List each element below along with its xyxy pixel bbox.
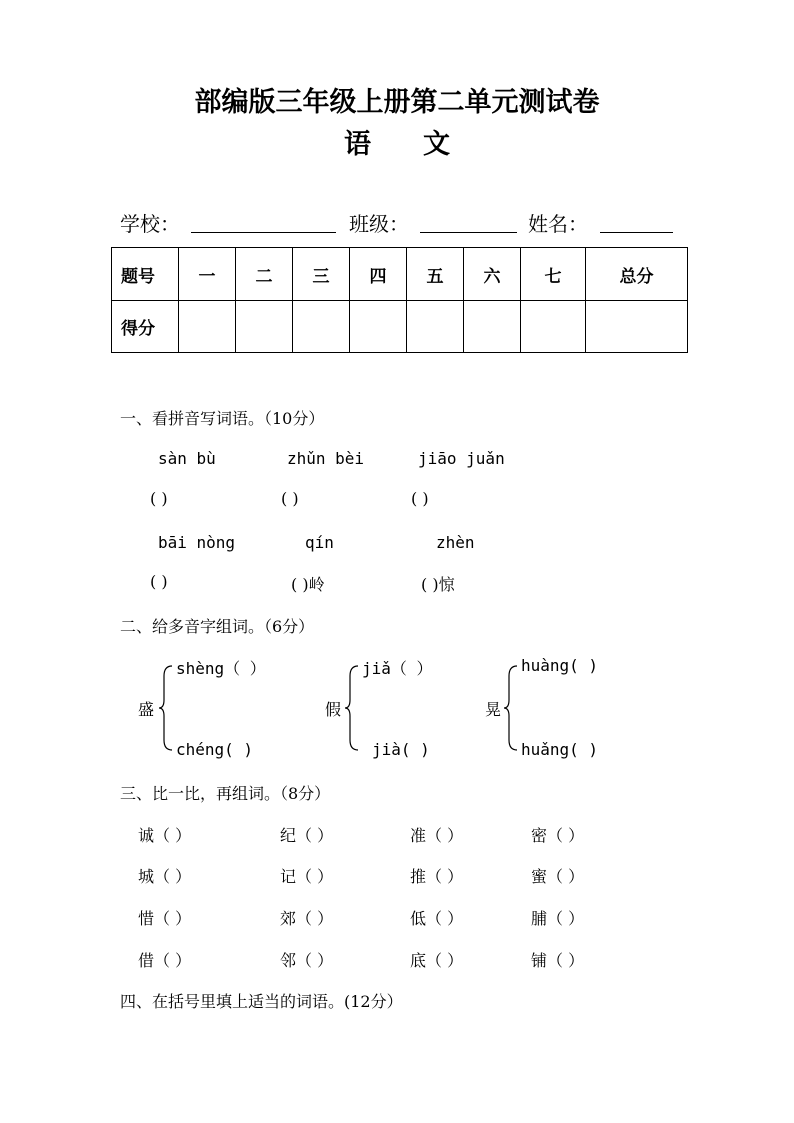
school-field[interactable] xyxy=(191,232,336,233)
polyphone-reading[interactable]: jià( ) xyxy=(372,740,430,759)
compare-item[interactable]: 推（ ） xyxy=(410,867,464,886)
col-header: 二 xyxy=(236,248,293,301)
polyphone-reading[interactable]: shèng（ ） xyxy=(176,659,266,678)
compare-item[interactable]: 密（ ） xyxy=(531,826,585,845)
col-header: 三 xyxy=(293,248,350,301)
polyphone-reading[interactable]: huǎng( ) xyxy=(521,740,599,759)
compare-item[interactable]: 惜（ ） xyxy=(138,909,192,928)
score-cell[interactable] xyxy=(586,301,688,353)
school-label: 学校： xyxy=(120,212,180,236)
polyphone-char: 晃 xyxy=(485,700,502,719)
brace-icon xyxy=(503,664,519,752)
compare-item[interactable]: 邻（ ） xyxy=(280,951,334,970)
subject-char-2: 文 xyxy=(423,129,450,160)
q4-heading: 四、在括号里填上适当的词语。(12分） xyxy=(120,992,403,1011)
compare-item[interactable]: 诚（ ） xyxy=(138,826,192,845)
col-header: 一 xyxy=(179,248,236,301)
compare-item[interactable]: 郊（ ） xyxy=(280,909,334,928)
col-header: 总分 xyxy=(586,248,688,301)
q1-answer-blank[interactable]: ( )岭 xyxy=(291,575,325,594)
q1-answer-blank[interactable]: ( ) xyxy=(150,572,168,591)
name-label: 姓名： xyxy=(528,212,588,236)
col-header: 七 xyxy=(521,248,586,301)
page-title: 部编版三年级上册第二单元测试卷 xyxy=(194,87,600,118)
q1-answer-blank[interactable]: ( )惊 xyxy=(421,575,455,594)
q1-pinyin: jiāo juǎn xyxy=(418,449,505,468)
q1-pinyin: bāi nòng xyxy=(158,533,236,552)
score-row2-label: 得分 xyxy=(112,301,179,353)
compare-item[interactable]: 脯（ ） xyxy=(531,909,585,928)
col-header: 五 xyxy=(407,248,464,301)
compare-item[interactable]: 纪（ ） xyxy=(280,826,334,845)
compare-item[interactable]: 借（ ） xyxy=(138,951,192,970)
score-cell[interactable] xyxy=(407,301,464,353)
col-header: 六 xyxy=(464,248,521,301)
score-cell[interactable] xyxy=(236,301,293,353)
score-cell[interactable] xyxy=(293,301,350,353)
compare-item[interactable]: 城（ ） xyxy=(138,867,192,886)
compare-item[interactable]: 底（ ） xyxy=(410,951,464,970)
q2-heading: 二、给多音字组词。（6分） xyxy=(120,617,315,636)
compare-item[interactable]: 蜜（ ） xyxy=(531,867,585,886)
score-cell[interactable] xyxy=(521,301,586,353)
compare-item[interactable]: 准（ ） xyxy=(410,826,464,845)
q1-heading: 一、看拼音写词语。（10分） xyxy=(120,409,325,428)
class-label: 班级： xyxy=(349,212,409,236)
q1-answer-blank[interactable]: ( ) xyxy=(411,489,429,508)
score-cell[interactable] xyxy=(179,301,236,353)
q1-pinyin: qín xyxy=(305,533,334,552)
q3-heading: 三、比一比，再组词。（8分） xyxy=(120,784,331,803)
q1-pinyin: zhǔn bèi xyxy=(287,449,365,468)
score-cell[interactable] xyxy=(350,301,407,353)
polyphone-char: 盛 xyxy=(138,700,155,719)
compare-item[interactable]: 低（ ） xyxy=(410,909,464,928)
q1-pinyin: zhèn xyxy=(436,533,475,552)
score-cell[interactable] xyxy=(464,301,521,353)
compare-item[interactable]: 记（ ） xyxy=(280,867,334,886)
compare-item[interactable]: 铺（ ） xyxy=(531,951,585,970)
class-field[interactable] xyxy=(420,232,517,233)
subject-title xyxy=(0,122,794,161)
q1-answer-blank[interactable]: ( ) xyxy=(281,489,299,508)
polyphone-reading[interactable]: huàng( ) xyxy=(521,656,599,675)
score-table xyxy=(111,247,688,353)
subject-char-1: 语 xyxy=(344,129,371,160)
polyphone-char: 假 xyxy=(325,700,342,719)
q1-answer-blank[interactable]: ( ) xyxy=(150,489,168,508)
name-field[interactable] xyxy=(600,232,673,233)
col-header: 四 xyxy=(350,248,407,301)
polyphone-reading[interactable]: jiǎ（ ） xyxy=(362,659,433,678)
polyphone-reading[interactable]: chéng( ) xyxy=(176,740,254,759)
brace-icon xyxy=(344,664,360,752)
score-row1-label: 题号 xyxy=(112,248,179,301)
q1-pinyin: sàn bù xyxy=(158,449,216,468)
brace-icon xyxy=(158,664,174,752)
